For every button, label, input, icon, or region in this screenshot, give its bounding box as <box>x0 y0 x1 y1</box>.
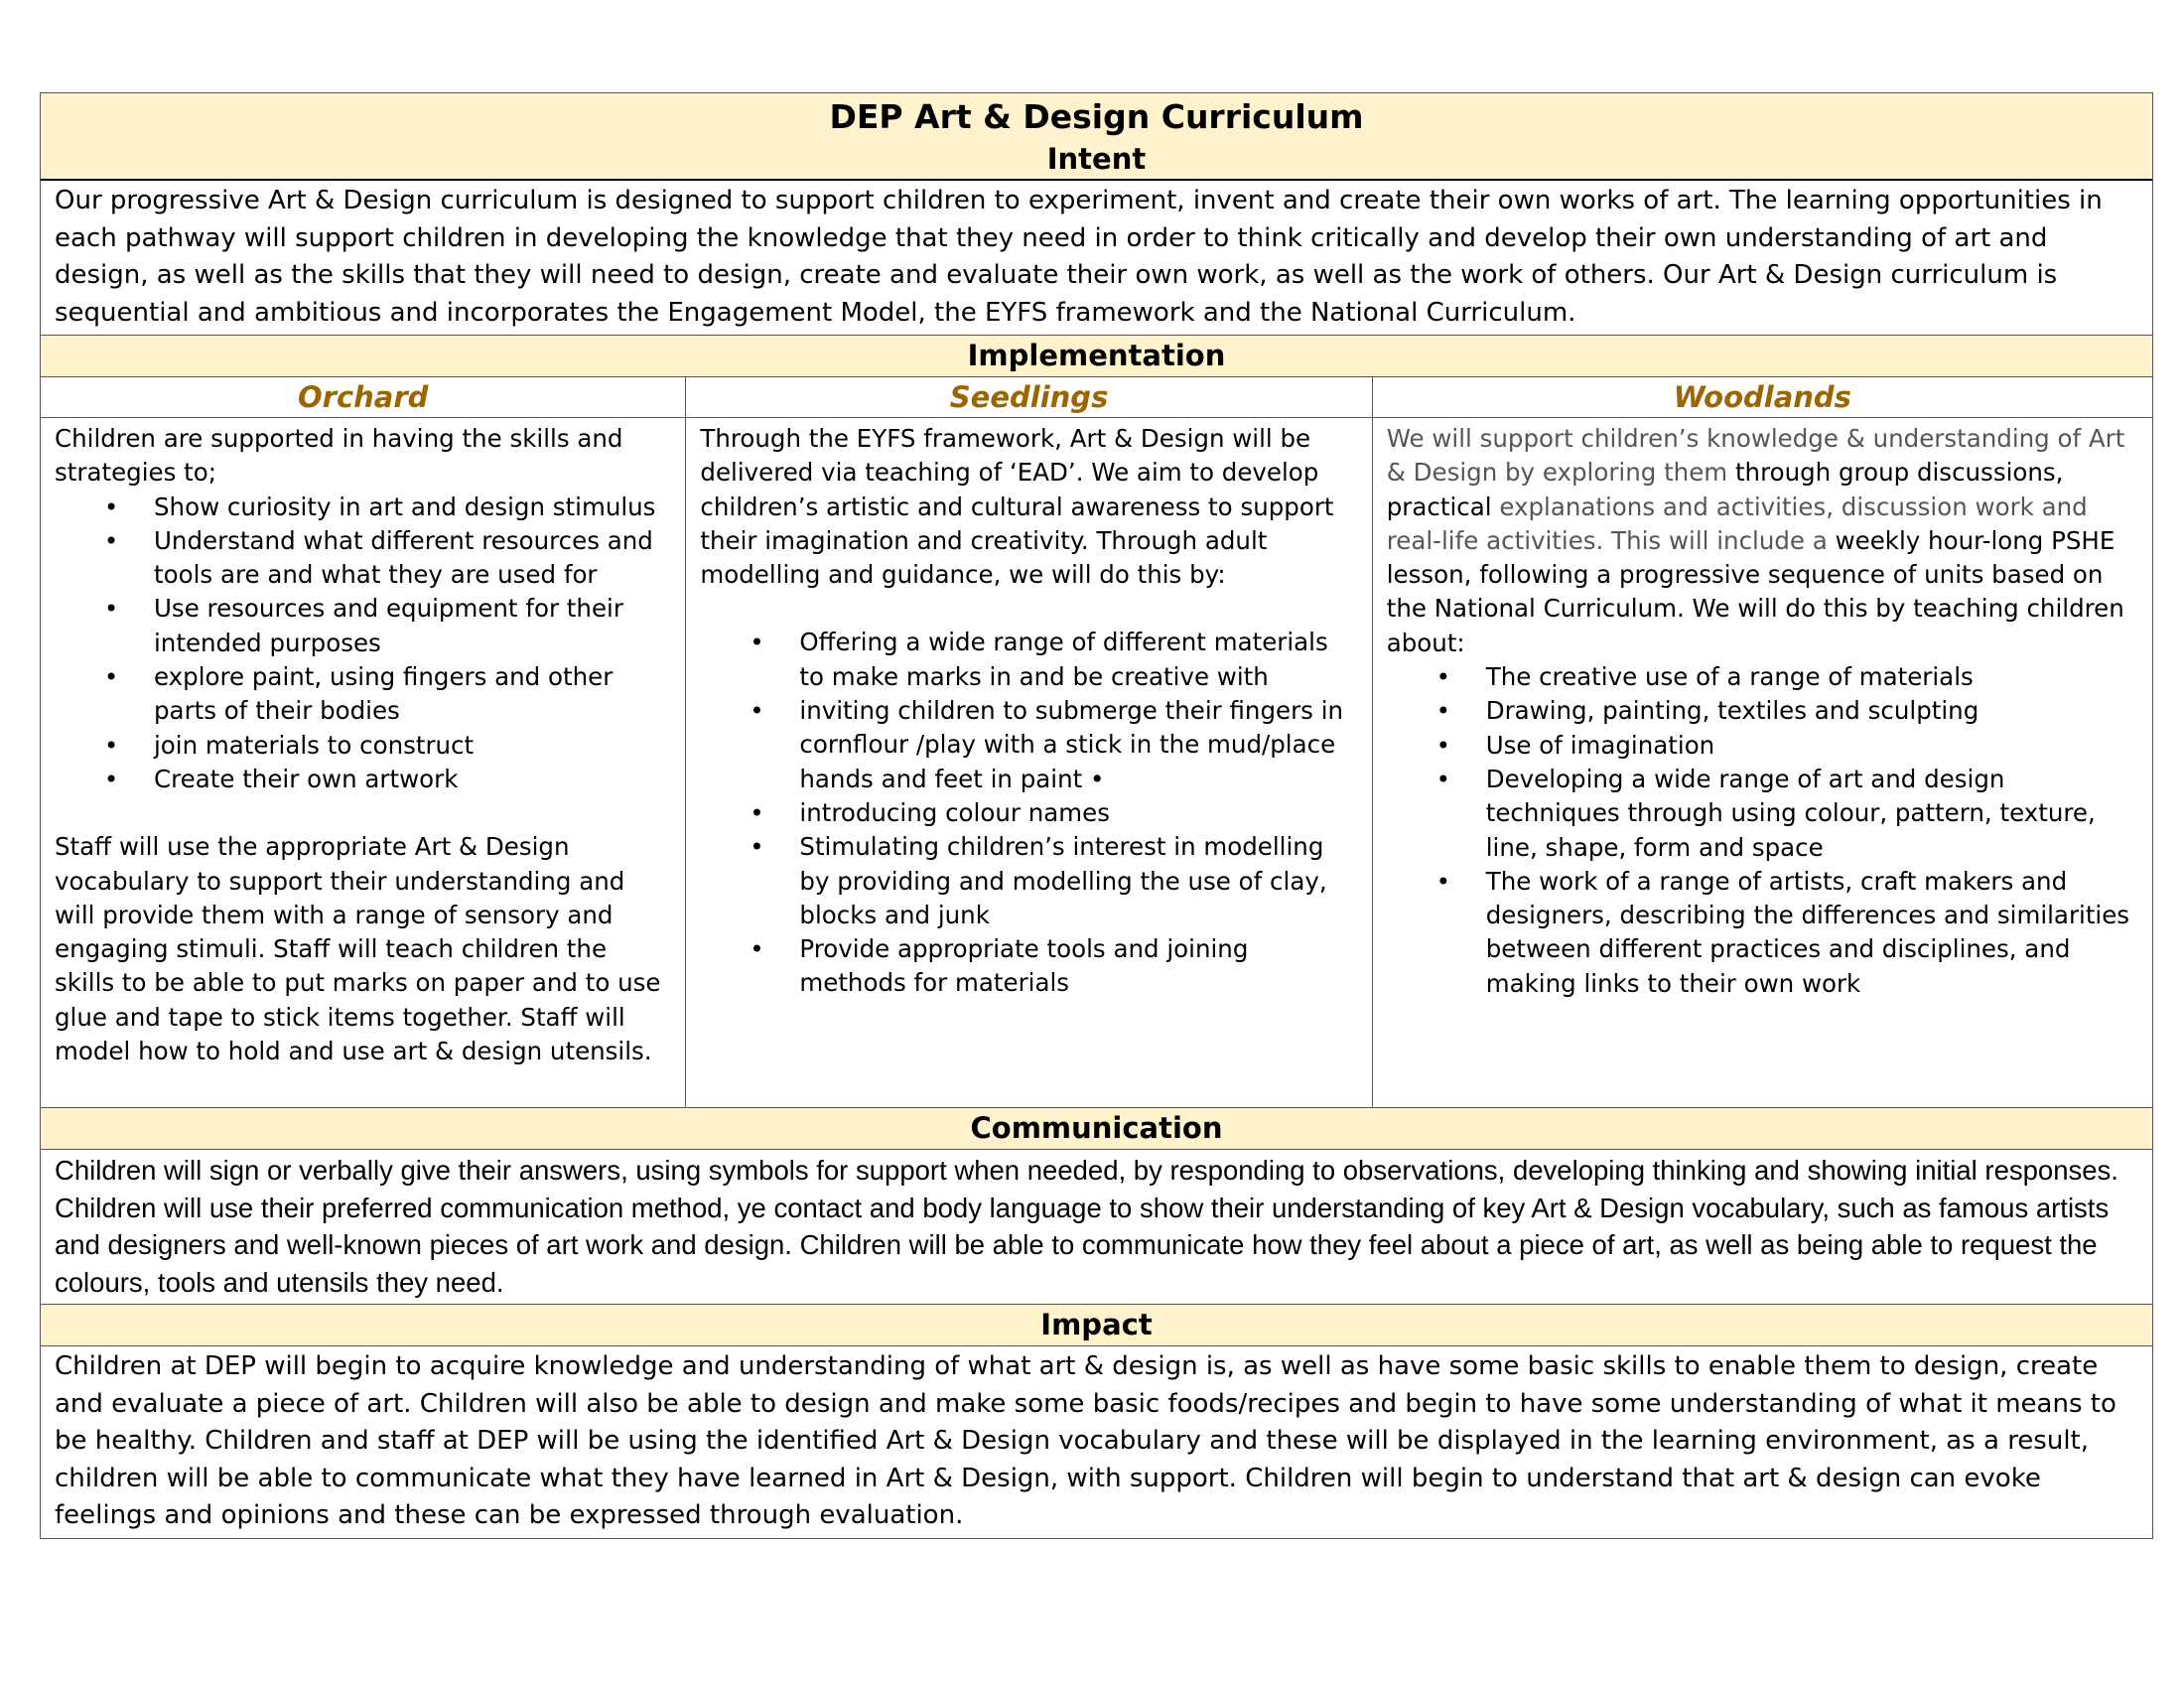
list-item: • Drawing, painting, textiles and sculpting <box>1486 694 2138 728</box>
seedlings-column <box>686 377 1372 1107</box>
woodlands-heading: Woodlands <box>1373 377 2152 418</box>
orchard-intro: Children are supported in having the skills and strategies to; <box>55 424 623 488</box>
title-band <box>41 93 2152 181</box>
seedlings-body <box>686 418 1371 1107</box>
implementation-heading: Implementation <box>41 336 2152 377</box>
orchard-heading: Orchard <box>41 377 685 418</box>
impact-text: Children at DEP will begin to acquire knowledge and understanding of what art & design is, as well as have some basic skills to enable them to design, create and evaluate a piece of art. Children will also be able to design and make some basic foods/recipes and begin to have some understanding of what it means to be healthy. Children and staff at DEP will be using the identified Art & Design vocabulary and these will be displayed in the learning environment, as a result, children will be able to communicate what they have learned in Art & Design, with support. Children will begin to understand that art & design can evoke feelings and opinions and these can be expressed through evaluation. <box>55 1351 2116 1530</box>
woodlands-list <box>1387 660 2138 1001</box>
list-item: • explore paint, using fingers and other parts of their bodies <box>154 660 671 729</box>
pathway-columns <box>41 377 2152 1108</box>
seedlings-intro: Through the EYFS framework, Art & Design will be delivered via teaching of ‘EAD’. We aim to develop children’s artistic and cultural awareness to support their imagination and creativity. Through adult modelling and guidance, we will do this by: <box>700 424 1334 590</box>
list-item: • inviting children to submerge their fingers in cornflour /play with a stick in the mud/place hands and feet in paint • <box>799 694 1357 796</box>
list-item: • Provide appropriate tools and joining methods for materials <box>799 932 1357 1001</box>
woodlands-intro-part: explanations and activities, discussion work and real-life activities. This will include a <box>1386 492 2088 555</box>
communication-text: Children will sign or verbally give their answers, using symbols for support when needed, by responding to observations, developing thinking and showing initial responses. Children will use their preferred communication method, ye contact and body language to show their understanding of key Art & Design vocabulary, such as famous artists and designers and well-known pieces of art work and design. Children will be able to communicate how they feel about a piece of art, as well as being able to request the colours, tools and utensils they need. <box>41 1150 2152 1305</box>
list-item: • Developing a wide range of art and design techniques through using colour, pattern, texture, line, shape, form and space <box>1486 763 2138 865</box>
list-item: • The work of a range of artists, craft makers and designers, describing the differences and similarities between different practices and disciplines, and making links to their own work <box>1486 865 2138 1001</box>
seedlings-list <box>700 626 1357 1000</box>
woodlands-intro-part: through group discussions, practical <box>1386 458 2064 521</box>
list-item: • introducing colour names <box>799 796 1357 830</box>
woodlands-column <box>1373 377 2152 1107</box>
woodlands-body <box>1373 418 2152 1107</box>
woodlands-intro-part: weekly hour-long PSHE lesson, following a progressive sequence of units based on the National Curriculum. We will do this by teaching children about: <box>1386 525 2124 657</box>
seedlings-heading: Seedlings <box>686 377 1371 418</box>
orchard-outro: Staff will use the appropriate Art & Design vocabulary to support their understanding and will provide them with a range of sensory and engaging stimuli. Staff will teach children the skills to be able to put marks on paper and to use glue and tape to stick items together. Staff will model how to hold and use art & design utensils. <box>55 832 661 1066</box>
intent-text: Our progressive Art & Design curriculum is designed to support children to experiment, invent and create their own works of art. The learning opportunities in each pathway will support children in developing the knowledge that they need in order to think critically and develop their own understanding of art and design, as well as the skills that they will need to design, create and evaluate their own work, as well as the work of others. Our Art & Design curriculum is sequential and ambitious and incorporates the Engagement Model, the EYFS framework and the National Curriculum. <box>41 181 2152 336</box>
orchard-list <box>55 491 671 797</box>
woodlands-intro-part: We will support children’s knowledge & understanding of Art & Design by exploring them <box>1386 424 2125 488</box>
list-item: • Stimulating children’s interest in modelling by providing and modelling the use of clay, blocks and junk <box>799 830 1357 932</box>
list-item: • Use resources and equipment for their intended purposes <box>154 592 671 660</box>
list-item: • The creative use of a range of materials <box>1486 660 2138 694</box>
list-item: • Create their own artwork <box>154 763 671 796</box>
list-item: • Use of imagination <box>1486 729 2138 763</box>
orchard-column <box>41 377 686 1107</box>
curriculum-table <box>40 92 2153 1539</box>
woodlands-intro <box>1387 422 2138 660</box>
impact-heading: Impact <box>41 1305 2152 1346</box>
list-item: • Understand what different resources and tools are and what they are used for <box>154 524 671 593</box>
intent-heading: Intent <box>1046 142 1147 176</box>
orchard-body <box>41 418 685 1107</box>
list-item: • join materials to construct <box>154 729 671 763</box>
communication-heading: Communication <box>41 1108 2152 1150</box>
list-item: • Offering a wide range of different materials to make marks in and be creative with <box>799 626 1357 694</box>
document-title: DEP Art & Design Curriculum <box>829 97 1364 136</box>
list-item: • Show curiosity in art and design stimulus <box>154 491 671 524</box>
